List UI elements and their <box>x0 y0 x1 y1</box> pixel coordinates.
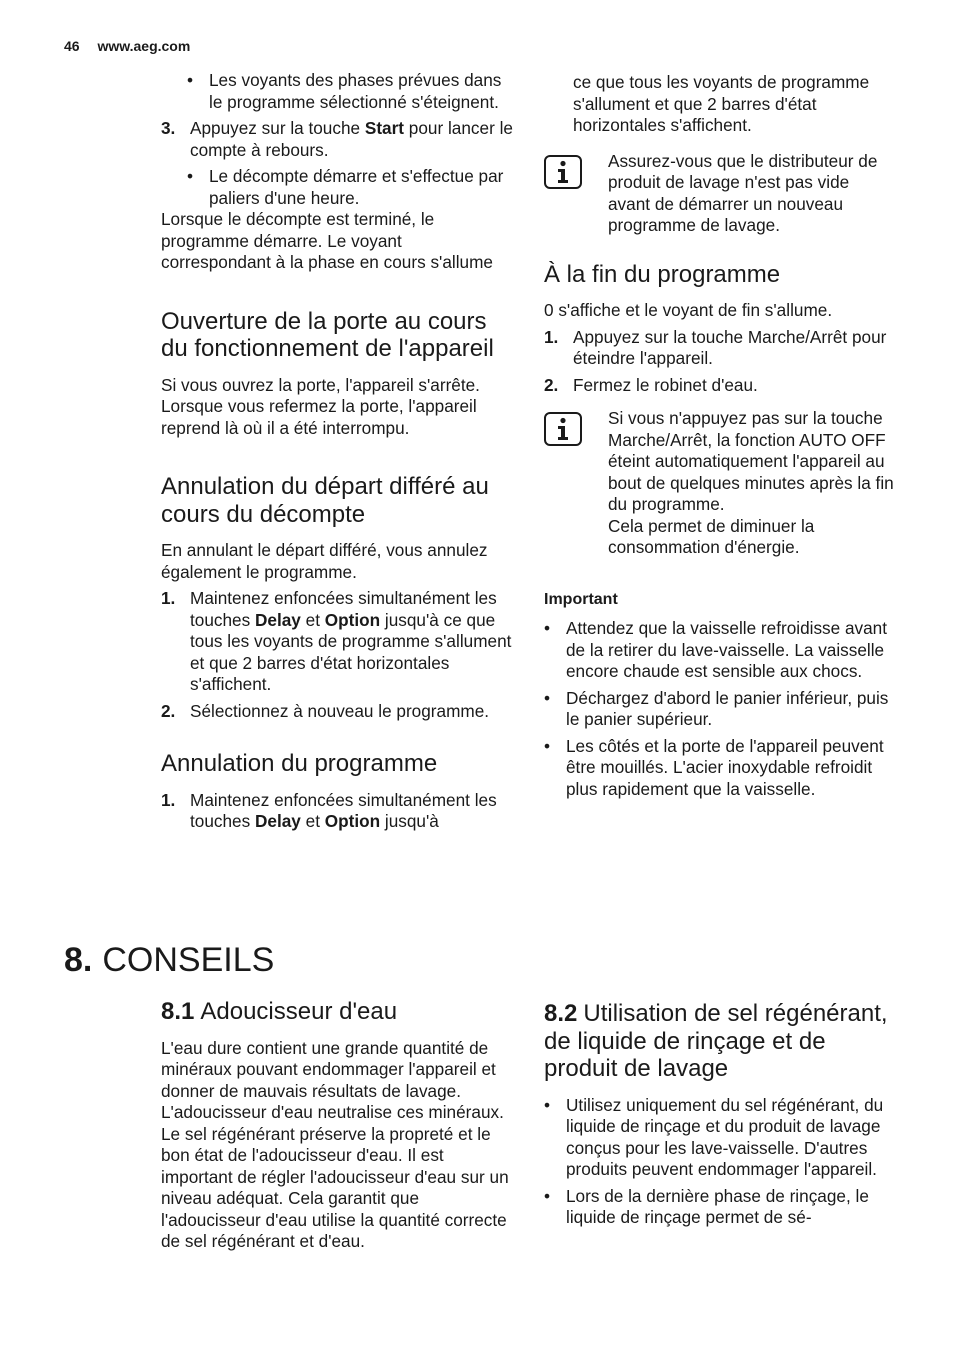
page-number: 46 <box>64 38 80 54</box>
site-url[interactable]: www.aeg.com <box>97 38 191 54</box>
paragraph: Le sel régénérant préserve la propreté et le bon état de l'adoucisseur d'eau. Il est important de régler l'adoucisseur d'eau sur un niveau adéquat. Cela garantit que l'adoucisseur d'eau utilise la quantité correcte de sel régénérant et d'eau. <box>161 1123 509 1251</box>
paragraph: En annulant le départ différé, vous annulez également le programme. <box>161 540 488 582</box>
step-2: 2. Sélectionnez à nouveau le programme. <box>161 700 490 721</box>
section-8-2 <box>544 1000 896 1234</box>
start-key-label: Start <box>364 118 405 138</box>
step-1: 1. Appuyez sur la touche Marche/Arrêt pour éteindre l'appareil. <box>544 326 887 368</box>
chapter-title: CONSEILS <box>102 941 275 979</box>
heading-cancel-delay: Annulation du départ différé au cours du décompte <box>161 473 489 528</box>
right-column <box>544 72 896 805</box>
info-note: Assurez-vous que le distributeur de produit de lavage n'est pas vide avant de démarrer un nouveau programme de lavage. <box>544 151 896 237</box>
list-item: • Les voyants des phases prévues dans le programme sélectionné s'éteignent. <box>187 70 513 113</box>
info-icon <box>544 412 582 446</box>
paragraph: ce que tous les voyants de programme s'allument et que 2 barres d'état horizontales s'affichent. <box>573 72 870 135</box>
step-1: 1. Maintenez enfoncées simultanément les touches Delay et Option jusqu'à <box>161 789 497 831</box>
heading-end-of-program: À la fin du programme <box>544 260 781 288</box>
step-3: 3. Appuyez sur la touche Start pour lancer le compte à rebours. <box>161 118 513 160</box>
heading-door-open: Ouverture de la porte au cours du fonctionnement de l'appareil <box>161 307 494 362</box>
page-header <box>64 38 190 54</box>
paragraph: L'eau dure contient une grande quantité de minéraux pouvant endommager l'appareil et donner de mauvais résultats de lavage. L'adoucisseur d'eau neutralise ces minéraux. <box>161 1037 504 1122</box>
chapter-heading <box>64 938 274 982</box>
list-item: • Déchargez d'abord le panier inférieur, puis le panier supérieur. <box>544 688 896 731</box>
chapter-number: 8. <box>64 941 93 979</box>
step-1: 1. Maintenez enfoncées simultanément les touches Delay et Option jusqu'à ce que tous les voyants de programme s'allument et que 2 barres d'état horizontales s'affichent. <box>161 588 512 694</box>
step-number: 3. <box>161 118 176 138</box>
paragraph: Si vous ouvrez la porte, l'appareil s'arrête. Lorsque vous refermez la porte, l'appareil reprend là où il a été interrompu. <box>161 374 480 438</box>
heading-cancel-program: Annulation du programme <box>161 750 438 777</box>
list-item: • Le décompte démarre et s'effectue par paliers d'une heure. <box>187 166 513 209</box>
info-icon <box>544 155 582 189</box>
list-item: • Utilisez uniquement du sel régénérant, du liquide de rinçage et du produit de lavage conçus pour les lave-vaisselle. D'autres produits peuvent endommager l'appareil. <box>544 1095 896 1181</box>
list-item: • Attendez que la vaisselle refroidisse avant de la retirer du lave-vaisselle. La vaisselle encore chaude est sensible aux chocs. <box>544 618 896 683</box>
important-label: Important <box>544 590 618 608</box>
list-item: • Les côtés et la porte de l'appareil peuvent être mouillés. L'acier inoxydable refroidit plus rapidement que la vaisselle. <box>544 736 896 801</box>
section-heading: 8.1 Adoucisseur d'eau <box>161 998 398 1025</box>
section-8-1 <box>161 998 513 1253</box>
info-note: Si vous n'appuyez pas sur la touche Marche/Arrêt, la fonction AUTO OFF éteint automatiquement l'appareil au bout de quelques minutes après la fin du programme. Cela permet de diminuer la consommation d'énergie. <box>544 408 896 559</box>
section-heading: 8.2 Utilisation de sel régénérant, de liquide de rinçage et de produit de lavage <box>544 1000 888 1082</box>
left-column <box>161 70 513 838</box>
step-2: 2. Fermez le robinet d'eau. <box>544 374 758 395</box>
paragraph: Lorsque le décompte est terminé, le programme démarre. Le voyant correspondant à la phase en cours s'allume <box>161 209 493 272</box>
paragraph: 0 s'affiche et le voyant de fin s'allume. <box>544 300 833 320</box>
list-item: • Lors de la dernière phase de rinçage, le liquide de rinçage permet de sé- <box>544 1186 896 1229</box>
